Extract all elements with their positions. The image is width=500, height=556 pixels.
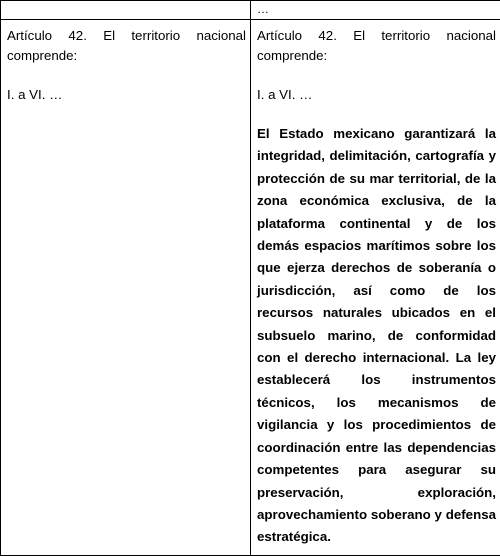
article-heading: Artículo 42. El territorio nacional comprende: — [257, 28, 496, 63]
content-row — [1, 20, 500, 556]
added-paragraph: El Estado mexicano garantizará la integridad, delimitación, cartografía y protección de su mar territorial, de la zona económica exclusiva, de la plataforma continental y de los demás espacios marítimos sobre los que ejerza derechos de soberanía o jurisdicción, así como de los recursos naturales ubicados en el subsuelo marino, de conformidad con el derecho internacional. La ley establecerá los instrumentos técnicos, los mecanismos de vigilancia y los procedimientos de coordinación entre las dependencias competentes para asegurar su preservación, exploración, aprovechamiento soberano y defensa estratégica. — [257, 126, 496, 545]
ellipsis-text: … — [257, 2, 269, 16]
header-cell-right — [251, 1, 500, 20]
header-row — [1, 1, 500, 20]
proposed-text-cell — [251, 20, 500, 556]
fractions-text: I. a VI. … — [7, 87, 63, 102]
header-cell-left — [1, 1, 251, 20]
header-left-text — [1, 1, 250, 2]
current-text-cell — [1, 20, 251, 556]
fractions-text: I. a VI. … — [257, 87, 313, 102]
article-heading: Artículo 42. El territorio nacional comprende: — [7, 28, 246, 63]
